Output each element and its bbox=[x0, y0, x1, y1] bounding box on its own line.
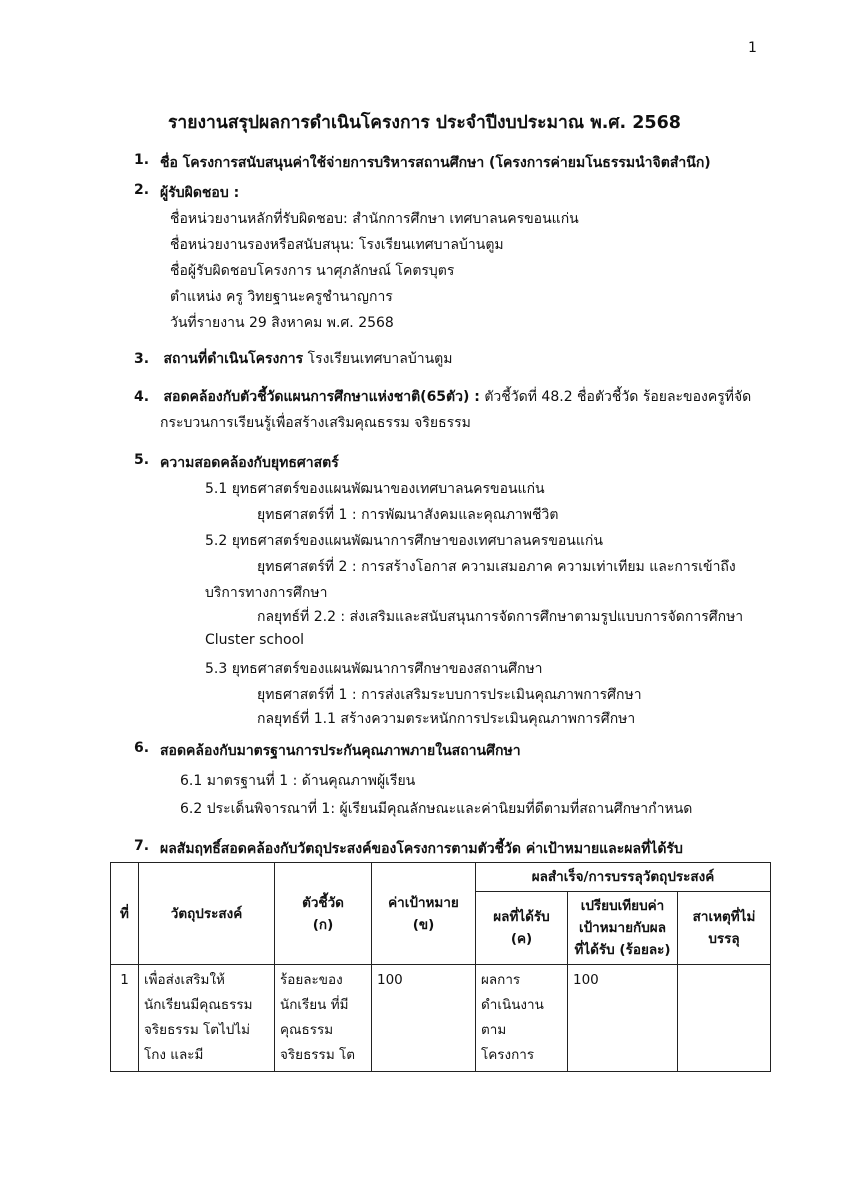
header-compare: เปรียบเทียบค่า เป้าหมายกับผล ที่ได้รับ (ร้อยละ) bbox=[568, 892, 678, 965]
section-4-text: ตัวชี้วัดที่ 48.2 ชื่อตัวชี้วัด ร้อยละของครูที่จัด bbox=[479, 389, 752, 405]
standard-6-1: 6.1 มาตรฐานที่ 1 : ด้านคุณภาพผู้เรียน bbox=[180, 773, 416, 789]
section-6-heading: สอดคล้องกับมาตรฐานการประกันคุณภาพภายในสถานศึกษา bbox=[160, 743, 521, 759]
results-table bbox=[110, 862, 771, 1072]
section-3-text: โรงเรียนเทศบาลบ้านตูม bbox=[303, 351, 453, 367]
section-5-number: 5. bbox=[134, 452, 150, 468]
section-2-heading: ผู้รับผิดชอบ : bbox=[160, 185, 240, 201]
strategy-5-1-item: ยุทธศาสตร์ที่ 1 : การพัฒนาสังคมและคุณภาพชีวิต bbox=[257, 507, 559, 523]
section-6-number: 6. bbox=[134, 740, 150, 756]
section-4 bbox=[134, 386, 751, 408]
strategy-5-3-item: ยุทธศาสตร์ที่ 1 : การส่งเสริมระบบการประเมินคุณภาพการศึกษา bbox=[257, 687, 642, 703]
header-result-group: ผลสำเร็จ/การบรรลุวัตถุประสงค์ bbox=[476, 863, 771, 892]
row-indicator: ร้อยละของ นักเรียน ที่มี คุณธรรม จริยธรรม โต bbox=[275, 965, 372, 1072]
section-1-number: 1. bbox=[134, 152, 150, 168]
page-number: 1 bbox=[748, 40, 757, 56]
section-4-heading: สอดคล้องกับตัวชี้วัดแผนการศึกษาแห่งชาติ(65ตัว) : bbox=[163, 389, 480, 405]
section-7-heading: ผลสัมฤทธิ์สอดคล้องกับวัตถุประสงค์ของโครงการตามตัวชี้วัด ค่าเป้าหมายและผลที่ได้รับ bbox=[160, 841, 683, 857]
report-date: วันที่รายงาน 29 สิงหาคม พ.ศ. 2568 bbox=[170, 315, 394, 331]
responsible-position: ตำแหน่ง ครู วิทยฐานะครูชำนาญการ bbox=[170, 289, 393, 305]
section-3-number: 3. bbox=[134, 351, 150, 367]
section-2-number: 2. bbox=[134, 182, 150, 198]
tactic-2-2: กลยุทธ์ที่ 2.2 : ส่งเสริมและสนับสนุนการจัดการศึกษาตามรูปแบบการจัดการศึกษา bbox=[257, 609, 744, 625]
section-3 bbox=[134, 348, 452, 370]
responsible-person: ชื่อผู้รับผิดชอบโครงการ นาศุภลักษณ์ โคตรบุตร bbox=[170, 263, 455, 279]
header-target: ค่าเป้าหมาย (ข) bbox=[372, 863, 476, 965]
strategy-5-2: 5.2 ยุทธศาสตร์ของแผนพัฒนาการศึกษาของเทศบาลนครขอนแก่น bbox=[205, 533, 603, 549]
tactic-1-1: กลยุทธ์ที่ 1.1 สร้างความตระหนักการประเมินคุณภาพการศึกษา bbox=[257, 711, 636, 727]
row-reason bbox=[678, 965, 771, 1072]
strategy-5-2-item: ยุทธศาสตร์ที่ 2 : การสร้างโอกาส ความเสมอภาค ความเท่าเทียม และการเข้าถึง bbox=[257, 559, 736, 575]
responsible-main-unit: ชื่อหน่วยงานหลักที่รับผิดชอบ: สำนักการศึกษา เทศบาลนครขอนแก่น bbox=[170, 211, 579, 227]
section-4-number: 4. bbox=[134, 389, 150, 405]
row-objective: เพื่อส่งเสริมให้ นักเรียนมีคุณธรรม จริยธรรม โตไปไม่ โกง และมี bbox=[139, 965, 275, 1072]
section-3-heading: สถานที่ดำเนินโครงการ bbox=[163, 351, 304, 367]
table-header-row bbox=[111, 863, 771, 892]
document-title: รายงานสรุปผลการดำเนินโครงการ ประจำปีงบประมาณ พ.ศ. 2568 bbox=[168, 113, 681, 133]
header-result: ผลที่ได้รับ (ค) bbox=[476, 892, 568, 965]
strategy-5-1: 5.1 ยุทธศาสตร์ของแผนพัฒนาของเทศบาลนครขอนแก่น bbox=[205, 481, 545, 497]
section-5-heading: ความสอดคล้องกับยุทธศาสตร์ bbox=[160, 455, 339, 471]
strategy-5-3: 5.3 ยุทธศาสตร์ของแผนพัฒนาการศึกษาของสถานศึกษา bbox=[205, 661, 543, 677]
table-row bbox=[111, 965, 771, 1072]
row-compare: 100 bbox=[568, 965, 678, 1072]
strategy-5-2-item-cont: บริการทางการศึกษา bbox=[205, 585, 328, 601]
section-1-heading: ชื่อ โครงการสนับสนุนค่าใช้จ่ายการบริหารสถานศึกษา (โครงการค่ายมโนธรรมนำจิตสำนึก) bbox=[160, 155, 711, 171]
row-target: 100 bbox=[372, 965, 476, 1072]
header-indicator: ตัวชี้วัด (ก) bbox=[275, 863, 372, 965]
header-no: ที่ bbox=[111, 863, 139, 965]
responsible-support-unit: ชื่อหน่วยงานรองหรือสนับสนุน: โรงเรียนเทศบาลบ้านตูม bbox=[170, 237, 504, 253]
tactic-2-2-cont: Cluster school bbox=[205, 632, 305, 648]
header-reason: สาเหตุที่ไม่ บรรลุ bbox=[678, 892, 771, 965]
row-result: ผลการ ดำเนินงาน ตาม โครงการ bbox=[476, 965, 568, 1072]
section-4-line-2: กระบวนการเรียนรู้เพื่อสร้างเสริมคุณธรรม จริยธรรม bbox=[160, 415, 471, 431]
header-objective: วัตถุประสงค์ bbox=[139, 863, 275, 965]
standard-6-2: 6.2 ประเด็นพิจารณาที่ 1: ผู้เรียนมีคุณลักษณะและค่านิยมที่ดีตามที่สถานศึกษากำหนด bbox=[180, 801, 693, 817]
section-7-number: 7. bbox=[134, 838, 150, 854]
row-no: 1 bbox=[111, 965, 139, 1072]
